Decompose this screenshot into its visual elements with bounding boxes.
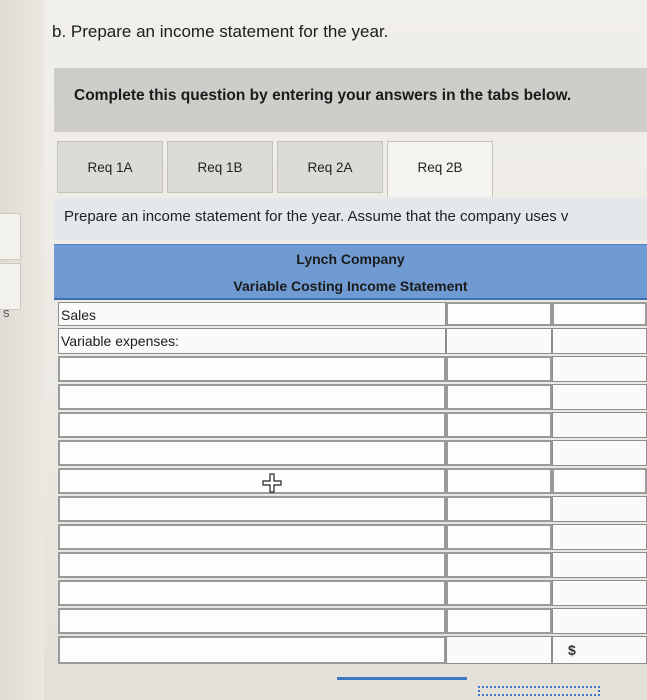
statement-header <box>54 244 647 300</box>
label-input[interactable] <box>58 412 446 438</box>
label-input[interactable] <box>58 384 446 410</box>
tab-req-1b[interactable]: Req 1B <box>167 141 273 193</box>
label-input[interactable] <box>58 356 446 382</box>
company-name: Lynch Company <box>296 251 405 267</box>
total-cell <box>552 524 647 550</box>
label-input[interactable] <box>58 524 446 550</box>
double-underline-marker <box>337 677 467 680</box>
tab-req-2a[interactable]: Req 2A <box>277 141 383 193</box>
gutter-letter: s <box>3 305 10 320</box>
label-input[interactable] <box>58 636 446 664</box>
value-input[interactable] <box>446 580 552 606</box>
total-cell <box>552 412 647 438</box>
total-input[interactable] <box>552 468 647 494</box>
value-cell <box>446 636 552 664</box>
value-input[interactable] <box>446 356 552 382</box>
net-income-total-cell[interactable] <box>552 636 647 664</box>
move-cursor-icon <box>262 473 282 493</box>
total-cell <box>552 356 647 382</box>
total-cell <box>552 440 647 466</box>
label-cell-variable-expenses <box>58 328 446 354</box>
tab-req-2b[interactable]: Req 2B <box>387 141 493 197</box>
total-cell <box>552 608 647 634</box>
label-input[interactable] <box>58 496 446 522</box>
tab-req-1a[interactable]: Req 1A <box>57 141 163 193</box>
label-input[interactable] <box>58 580 446 606</box>
question-text: b. Prepare an income statement for the year. <box>52 22 389 41</box>
instruction-text: Prepare an income statement for the year. Assume that the company uses v <box>64 208 569 225</box>
instruction-bar <box>54 198 647 240</box>
total-cell <box>552 552 647 578</box>
total-cell <box>552 384 647 410</box>
sales-total-input[interactable] <box>552 302 647 326</box>
instructions-banner <box>54 68 647 132</box>
sales-value-input[interactable] <box>446 302 552 326</box>
value-input[interactable] <box>446 468 552 494</box>
value-input[interactable] <box>446 440 552 466</box>
value-input[interactable] <box>446 496 552 522</box>
label-input[interactable] <box>58 440 446 466</box>
statement-title: Variable Costing Income Statement <box>233 278 468 294</box>
income-statement-table <box>54 298 647 678</box>
label-cell-sales <box>58 302 446 326</box>
gutter-box <box>0 263 21 310</box>
banner-text: Complete this question by entering your answers in the tabs below. <box>74 87 572 104</box>
variable-expenses-value-cell <box>446 328 552 354</box>
total-cell <box>552 496 647 522</box>
label-input[interactable] <box>58 552 446 578</box>
gutter-box <box>0 213 21 260</box>
variable-expenses-label: Variable expenses: <box>61 333 180 349</box>
sales-label: Sales <box>61 307 97 323</box>
label-input[interactable] <box>58 608 446 634</box>
label-input[interactable] <box>58 468 446 494</box>
dotted-focus-outline <box>478 686 600 696</box>
value-input[interactable] <box>446 384 552 410</box>
dollar-sign: $ <box>568 642 576 658</box>
left-gutter <box>0 0 44 700</box>
variable-expenses-total-cell <box>552 328 647 354</box>
value-input[interactable] <box>446 412 552 438</box>
value-input[interactable] <box>446 552 552 578</box>
value-input[interactable] <box>446 608 552 634</box>
value-input[interactable] <box>446 524 552 550</box>
total-cell <box>552 580 647 606</box>
